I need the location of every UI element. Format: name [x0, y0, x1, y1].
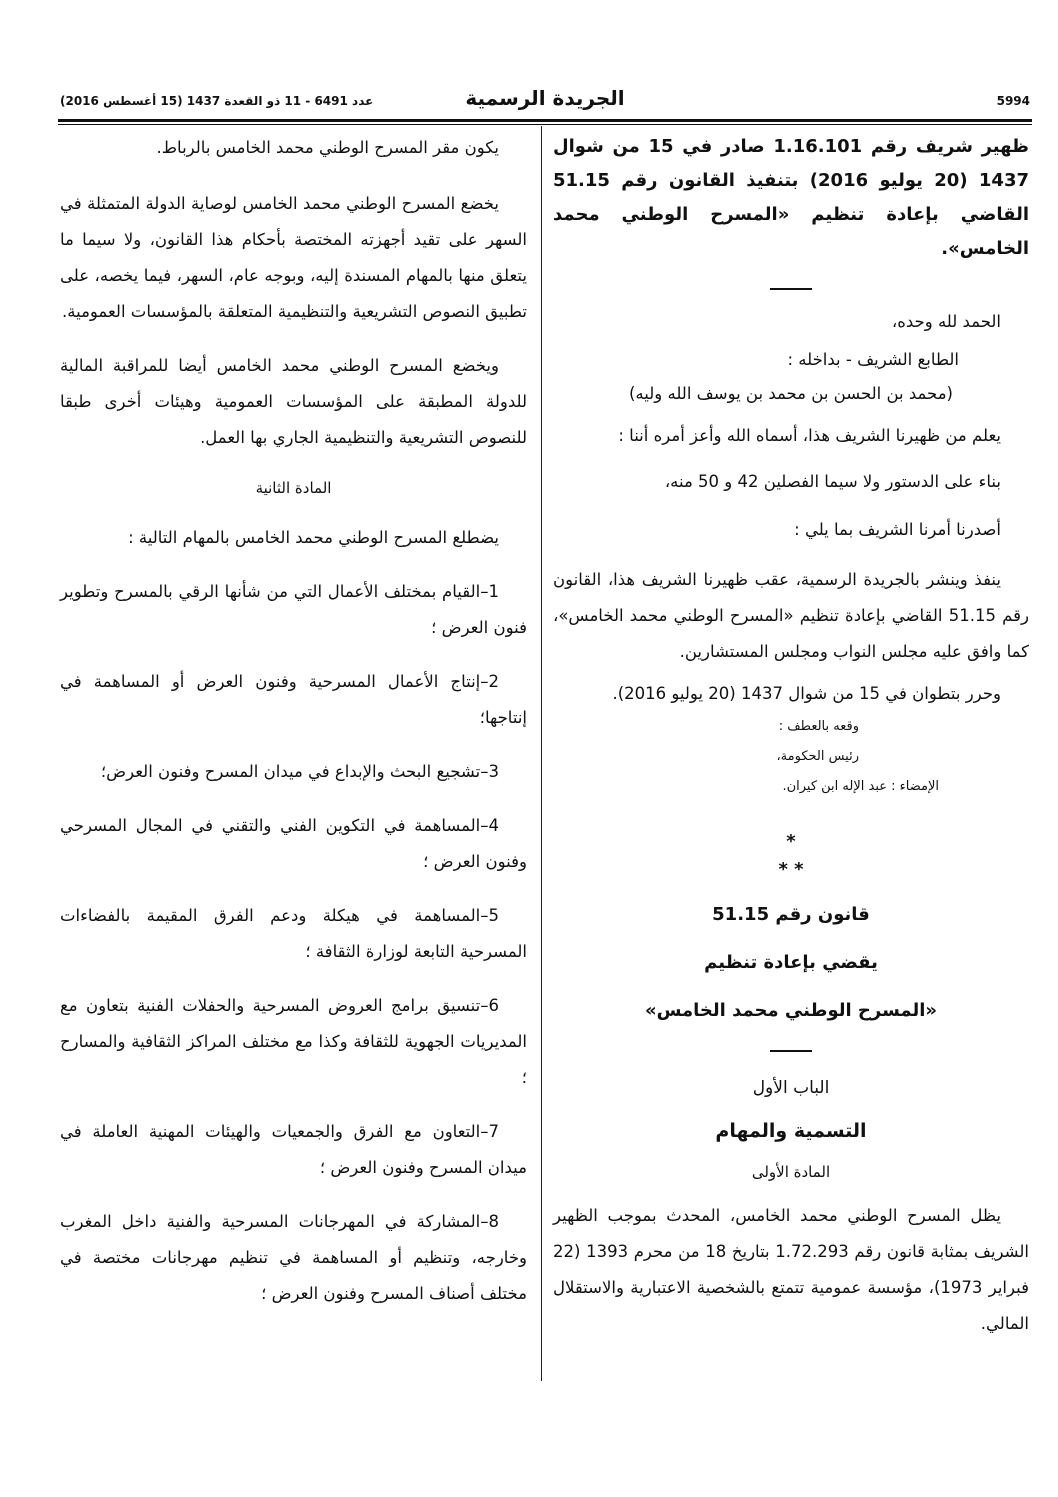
header-rule-thin [58, 124, 1032, 125]
header-rule [58, 119, 1032, 122]
article2-title: المادة الثانية [255, 479, 332, 497]
headquarters: يكون مقر المسرح الوطني محمد الخامس بالرباط. [156, 138, 499, 157]
journal-title: الجريدة الرسمية [465, 86, 625, 110]
announcement: يعلم من ظهيرنا الشريف هذا، أسماه الله وأعز أمره أننا : [618, 426, 1001, 445]
chapter-heading: الباب الأول [752, 1078, 830, 1098]
right-column [553, 128, 1029, 1342]
issue-info: عدد 6491 - 11 ذو القعدة 1437 (15 أغسطس 2016) [60, 94, 374, 108]
separator [770, 1050, 812, 1052]
star-ornament: * [786, 831, 796, 852]
article1-body: يظل المسرح الوطني محمد الخامس، المحدث بموجب الظهير الشريف بمثابة قانون رقم 1.72.293 بتاريخ 18 من محرم 1393 (22 فبراير 1973)، مؤسسة عمومية تتمتع بالشخصية الاعتبارية والاستقلال المالي. [553, 1206, 1029, 1333]
decree-body: ينفذ وينشر بالجريدة الرسمية، عقب ظهيرنا الشريف هذا، القانون رقم 51.15 القاضي بإعادة تنظيم «المسرح الوطني محمد الخامس»، كما وافق عليه مجلس النواب ومجلس المستشارين. [553, 570, 1029, 661]
page-number: 5994 [996, 94, 1030, 108]
law-name: «المسرح الوطني محمد الخامس» [644, 1000, 938, 1021]
page-header [60, 86, 1030, 116]
list-item: 3–تشجيع البحث والإبداع في ميدان المسرح وفنون العرض؛ [100, 762, 499, 781]
signature: الإمضاء : عبد الإله ابن كيران. [782, 779, 939, 794]
legal-basis: بناء على الدستور ولا سيما الفصلين 42 و 50 منه، [664, 472, 1001, 491]
financial-control-paragraph: ويخضع المسرح الوطني محمد الخامس أيضا للمراقبة المالية للدولة المطبقة على المؤسسات العمومية وهيئات أخرى طبقا للنصوص التشريعية والتنظيمية الجاري بها العمل. [60, 356, 527, 447]
decree-intro: أصدرنا أمرنا الشريف بما يلي : [794, 520, 1001, 539]
done-at: وحرر بتطوان في 15 من شوال 1437 (20 يوليو 2016). [612, 684, 1001, 703]
oversight-paragraph: يخضع المسرح الوطني محمد الخامس لوصاية الدولة المتمثلة في السهر على تقيد أجهزته المختصة بأحكام هذا القانون، ولا سيما ما يتعلق منها بالمهام المسندة إليه، وبوجه عام، السهر، فيما يخصه، على تطبيق النصوص التشريعية والتنظيمية المتعلقة بالمؤسسات العمومية. [60, 194, 527, 321]
law-number: قانون رقم 51.15 [712, 904, 870, 925]
star-ornament-double: * * [778, 859, 804, 880]
head-of-government: رئيس الحكومة، [776, 749, 859, 764]
separator [770, 288, 812, 290]
dahir-title: ظهير شريف رقم 1.16.101 صادر في 15 من شوال 1437 (20 يوليو 2016) بتنفيذ القانون رقم 51.15 القاضي بإعادة تنظيم «المسرح الوطني محمد الخامس». [553, 136, 1029, 259]
list-item: 7–التعاون مع الفرق والجمعيات والهيئات المهنية العاملة في ميدان المسرح وفنون العرض ؛ [60, 1122, 527, 1177]
article2-intro: يضطلع المسرح الوطني محمد الخامس بالمهام التالية : [128, 528, 499, 547]
missions-list [60, 574, 527, 1312]
seal-label: الطابع الشريف - بداخله : [787, 350, 959, 369]
praise-line: الحمد لله وحده، [891, 312, 1001, 331]
seal-name: (محمد بن الحسن بن محمد بن يوسف الله وليه) [629, 384, 953, 403]
list-item: 4–المساهمة في التكوين الفني والتقني في المجال المسرحي وفنون العرض ؛ [60, 816, 527, 871]
law-subject: يقضي بإعادة تنظيم [704, 952, 878, 973]
left-column [60, 128, 527, 1312]
countersigned: وقعه بالعطف : [778, 719, 859, 734]
list-item: 2–إنتاج الأعمال المسرحية وفنون العرض أو المساهمة في إنتاجها؛ [60, 672, 527, 727]
list-item: 1–القيام بمختلف الأعمال التي من شأنها الرقي بالمسرح وتطوير فنون العرض ؛ [60, 582, 527, 637]
list-item: 8–المشاركة في المهرجانات المسرحية والفنية داخل المغرب وخارجه، وتنظيم أو المساهمة في تنظيم مهرجانات مختصة في مختلف أصناف المسرح وفنون العرض ؛ [60, 1212, 527, 1303]
list-item: 6–تنسيق برامج العروض المسرحية والحفلات الفنية بتعاون مع المديريات الجهوية للثقافة وكذا مع مختلف المراكز الثقافية والمسارح ؛ [60, 996, 527, 1087]
chapter-title: التسمية والمهام [715, 1120, 867, 1142]
article1-title: المادة الأولى [751, 1163, 831, 1181]
list-item: 5–المساهمة في هيكلة ودعم الفرق المقيمة بالفضاءات المسرحية التابعة لوزارة الثقافة ؛ [60, 906, 527, 961]
column-divider [541, 126, 542, 1381]
